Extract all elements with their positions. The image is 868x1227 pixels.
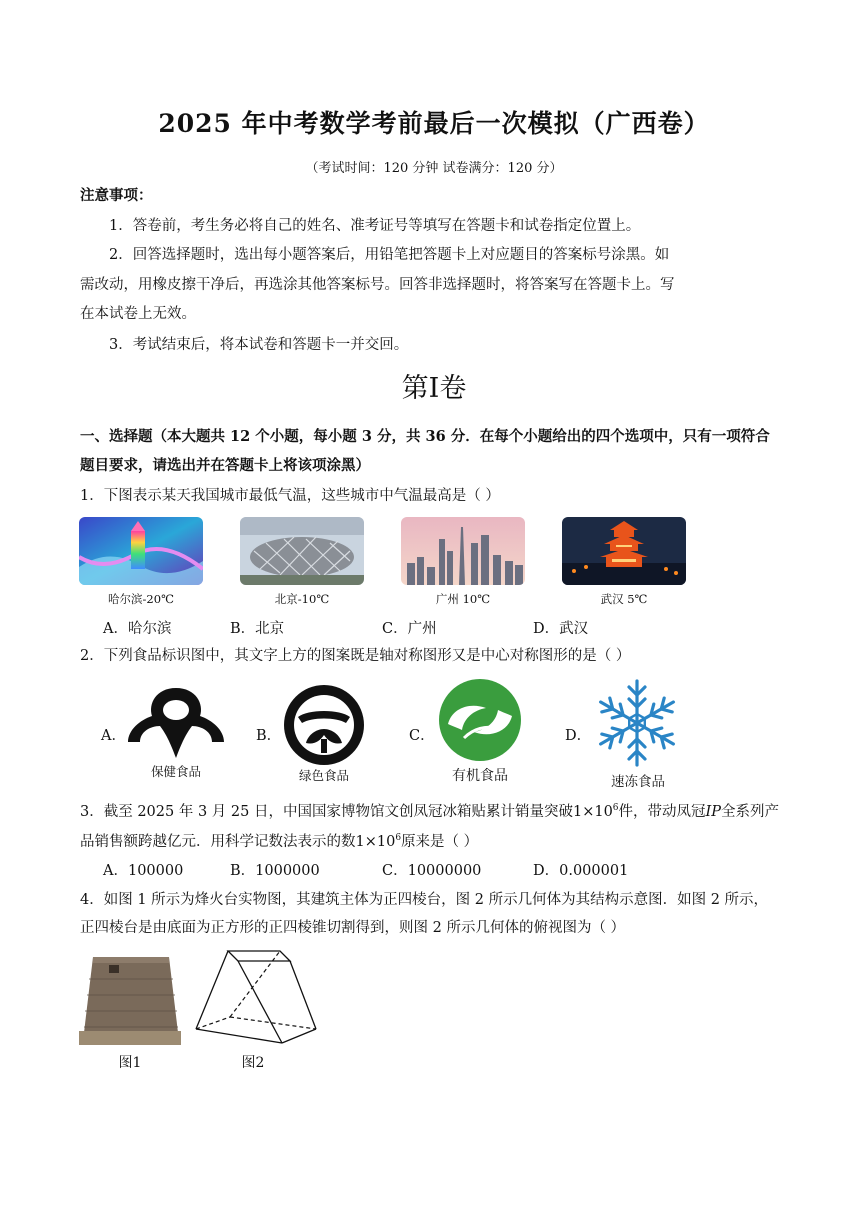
- q4-line1: 4．如图 1 所示为烽火台实物图，其建筑主体为正四棱台，图 2 所示几何体为其结构示意图．如图 2 所示，: [80, 892, 769, 908]
- fig1-label: 图1: [118, 1055, 142, 1071]
- green-food-logo: [278, 683, 370, 767]
- part1-heading-line1: 一、选择题（本大题共 12 个小题，每小题 3 分，共 36 分．在每个小题给出的四个选项中，只有一项符合: [80, 428, 770, 445]
- caption-beijing: 北京-10℃: [274, 592, 330, 606]
- frustum-diagram: [194, 947, 318, 1047]
- caption-harbin: 哈尔滨-20℃: [108, 592, 174, 606]
- q3-option-d[interactable]: D．0.000001: [533, 863, 629, 879]
- q2-option-a[interactable]: A．: [101, 728, 126, 744]
- q3-line2: 品销售额跨越亿元．用科学记数法表示的数$1\times 10^6$原来是（ ）: [80, 833, 479, 850]
- q1-stem: 1．下图表示某天我国城市最低气温，这些城市中气温最高是（ ）: [80, 488, 500, 504]
- note-item-3: 3．考试结束后，将本试卷和答题卡一并交回。: [109, 337, 409, 353]
- label-health-food: 保健食品: [150, 764, 201, 779]
- q1-option-a[interactable]: A．哈尔滨: [103, 621, 172, 637]
- label-frozen-food: 速冻食品: [611, 774, 665, 790]
- guangzhou-photo: [401, 517, 525, 585]
- notes-heading: 注意事项：: [80, 187, 153, 204]
- section-title: 第Ⅰ卷: [401, 373, 467, 404]
- beijing-photo: [240, 517, 364, 585]
- note-item-2-line2: 需改动，用橡皮擦干净后，再选涂其他答案标号。回答非选择题时，将答案写在答题卡上。写: [80, 277, 675, 293]
- part1-heading-line2: 题目要求，请选出并在答题卡上将该项涂黑）: [80, 457, 370, 474]
- note-item-2-line3: 在本试卷上无效。: [80, 306, 196, 322]
- q4-line2: 正四棱台是由底面为正方形的正四棱锥切割得到，则图 2 所示几何体的俯视图为（ ）: [80, 920, 626, 936]
- q2-option-c[interactable]: C．: [409, 728, 435, 744]
- q3-option-b[interactable]: B．1000000: [230, 863, 320, 879]
- q3-line1: 3．截至 2025 年 3 月 25 日，中国国家博物馆文创凤冠冰箱贴累计销量突破$1\times 10^6$件，带动凤冠IP全系列产: [80, 803, 780, 820]
- q1-option-c[interactable]: C．广州: [382, 621, 437, 637]
- organic-food-logo: [434, 678, 526, 762]
- snowflake-icon: [590, 676, 684, 770]
- q1-option-d[interactable]: D．武汉: [533, 621, 589, 637]
- fig2-label: 图2: [241, 1055, 265, 1071]
- q1-option-b[interactable]: B．北京: [230, 621, 285, 637]
- q3-option-a[interactable]: A．100000: [103, 863, 184, 879]
- label-organic-food: 有机食品: [452, 768, 508, 784]
- harbin-photo: [79, 517, 203, 585]
- q2-stem: 2．下列食品标识图中，其文字上方的图案既是轴对称图形又是中心对称图形的是（ ）: [80, 648, 631, 664]
- q2-option-d[interactable]: D．: [565, 728, 592, 744]
- exam-info: （考试时间：120 分钟 试卷满分：120 分）: [305, 161, 563, 176]
- wuhan-photo: [562, 517, 686, 585]
- label-green-food: 绿色食品: [298, 768, 349, 783]
- q3-option-c[interactable]: C．10000000: [382, 863, 482, 879]
- beacon-tower-photo: [79, 949, 181, 1045]
- note-item-2-line1: 2．回答选择题时，选出每小题答案后，用铅笔把答题卡上对应题目的答案标号涂黑。如: [109, 247, 670, 263]
- caption-guangzhou: 广州 10℃: [435, 592, 491, 606]
- health-food-logo: [126, 686, 226, 760]
- note-item-1: 1．答卷前，考生务必将自己的姓名、准考证号等填写在答题卡和试卷指定位置上。: [109, 218, 641, 234]
- page-title: 2025 年中考数学考前最后一次模拟（广西卷）: [158, 109, 710, 138]
- caption-wuhan: 武汉 5℃: [600, 592, 648, 606]
- q2-option-b[interactable]: B．: [256, 728, 282, 744]
